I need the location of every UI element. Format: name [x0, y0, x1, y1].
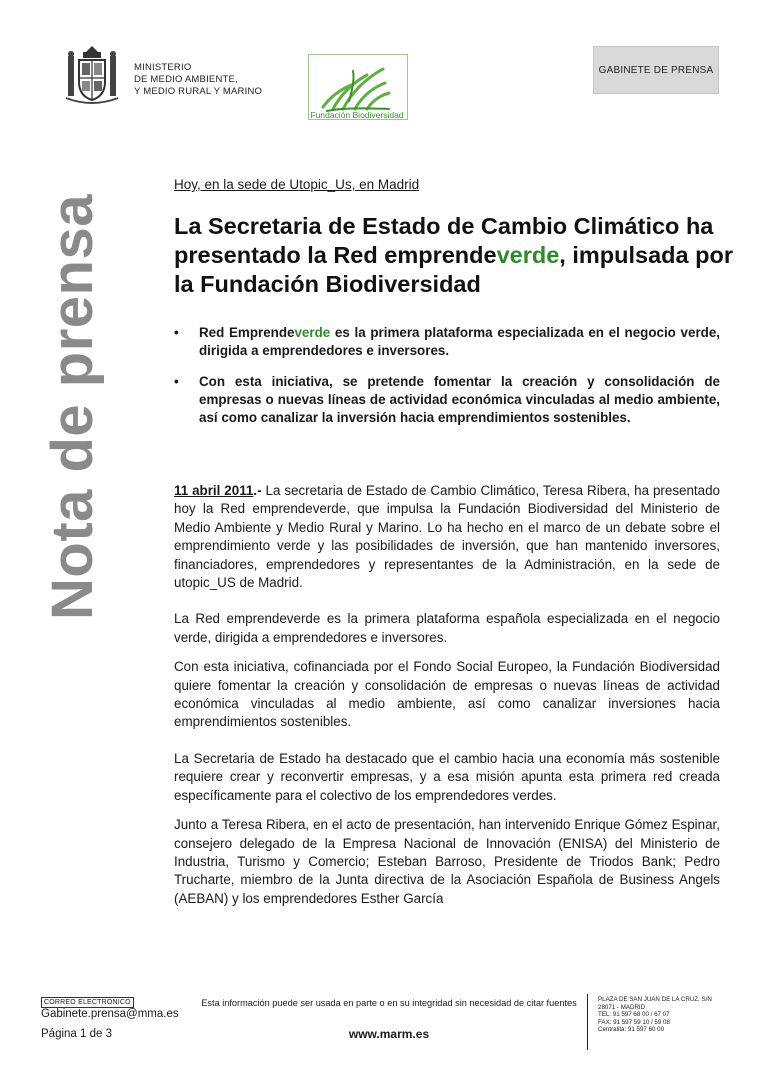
bullet-icon: •	[174, 374, 179, 389]
headline-green-word: verde	[496, 242, 560, 268]
headline	[174, 212, 734, 299]
website-link[interactable]: www.marm.es	[348, 1027, 430, 1041]
highlights-list	[174, 324, 720, 427]
address-line: TEL: 91 597 68 00 / 67 07	[598, 1011, 670, 1018]
highlight-1-suffix: es la primera plataforma especializada en el negocio verde, dirigida a emprendedores e inversores.	[199, 325, 721, 358]
address-line: Centralita: 91 597 60 00	[598, 1026, 665, 1033]
contact-email[interactable]: Gabinete.prensa@mma.es	[41, 1008, 179, 1020]
paragraph: Junto a Teresa Ribera, en el acto de presentación, han intervenido Enrique Gómez Espinar, consejero delegado de la Empresa Nacional de Innovación (ENISA) del Ministerio de Industria, Turismo y Comercio; Esteban Barroso, Presidente de Triodos Bank; Pedro Trucharte, miembro de la Junta directiva de la Asociación Española de Business Angels (AEBAN) y los emprendedores Esther García	[174, 817, 720, 906]
address-line: 28071 - MADRID	[598, 1003, 646, 1011]
paragraph	[174, 482, 720, 592]
highlight-1-green-word: verde	[294, 325, 331, 340]
highlight-2-text: Con esta iniciativa, se pretende fomentar la creación y consolidación de empresas o nuevas líneas de actividad económica vinculadas al medio ambiente, así como canalizar la inversión hacia emprendimientos sostenibles.	[199, 374, 720, 425]
footer-divider	[587, 994, 588, 1050]
email-label: CORREO ELECTRÓNICO	[41, 997, 134, 1008]
foundation-name: Fundación Biodiversidad	[310, 110, 404, 120]
ministry-line-1: MINISTERIO	[134, 62, 192, 73]
paragraph: Con esta iniciativa, cofinanciada por el Fondo Social Europeo, la Fundación Biodiversidad quiere fomentar la creación y consolidación de empresas o nuevas líneas de actividad económica vinculadas al medio ambiente, así como canalizar inversiones hacia emprendimientos sostenibles.	[174, 659, 720, 730]
address-line: PLAZA DE SAN JUAN DE LA CRUZ, S/N	[598, 996, 712, 1003]
ministry-name	[134, 62, 262, 98]
paragraph: La Red emprendeverde es la primera plataforma española especializada en el negocio verde, dirigida a emprendedores e inversores.	[174, 611, 720, 645]
page-number: Página 1 de 3	[41, 1028, 112, 1040]
highlight-1-prefix: Red Emprende	[199, 325, 295, 340]
article-body	[174, 482, 720, 908]
article-date: 11 abril 2011	[174, 483, 254, 498]
address-block	[598, 996, 712, 1034]
side-title: Nota de prensa	[40, 194, 105, 620]
headline-part-2: , impulsada por la Fundación Biodiversidad	[174, 242, 733, 297]
bullet-icon: •	[174, 325, 179, 340]
ministry-line-2: DE MEDIO AMBIENTE,	[134, 74, 238, 85]
address-line: FAX: 91 597 59 10 / 59 08	[598, 1018, 670, 1026]
paragraph: La Secretaria de Estado ha destacado que el cambio hacia una economía más sostenible requiere crear y reconvertir empresas, y a esa misión apunta esta primera red creada específicamente para el colectivo de los emprendedores verdes.	[174, 750, 720, 803]
highlight-item	[174, 373, 720, 427]
usage-note: Esta información puede ser usada en parte o en su integridad sin necesidad de citar fuentes	[201, 998, 577, 1008]
highlight-item	[174, 324, 720, 360]
press-office-label: GABINETE DE PRENSA	[593, 46, 719, 94]
headline-part-1: La Secretaria de Estado de Cambio Climático ha presentado la Red emprende	[174, 213, 714, 268]
kicker: Hoy, en la sede de Utopic_Us, en Madrid	[174, 177, 420, 192]
paragraph-1-text: La secretaria de Estado de Cambio Climático, Teresa Ribera, ha presentado hoy la Red emprendeverde, que impulsa la Fundación Biodiversidad del Ministerio de Medio Ambiente y Medio Rural y Marino. Lo ha hecho en el marco de un debate sobre el emprendimiento verde y las posibilidades de inversión, que han mantenido inversores, financiadores, emprendedores y representantes de la Administración, en la sede de utopic_US de Madrid.	[174, 483, 720, 591]
date-separator: .-	[253, 483, 262, 498]
coat-of-arms-icon	[64, 44, 120, 106]
ministry-line-3: Y MEDIO RURAL Y MARINO	[134, 86, 263, 97]
